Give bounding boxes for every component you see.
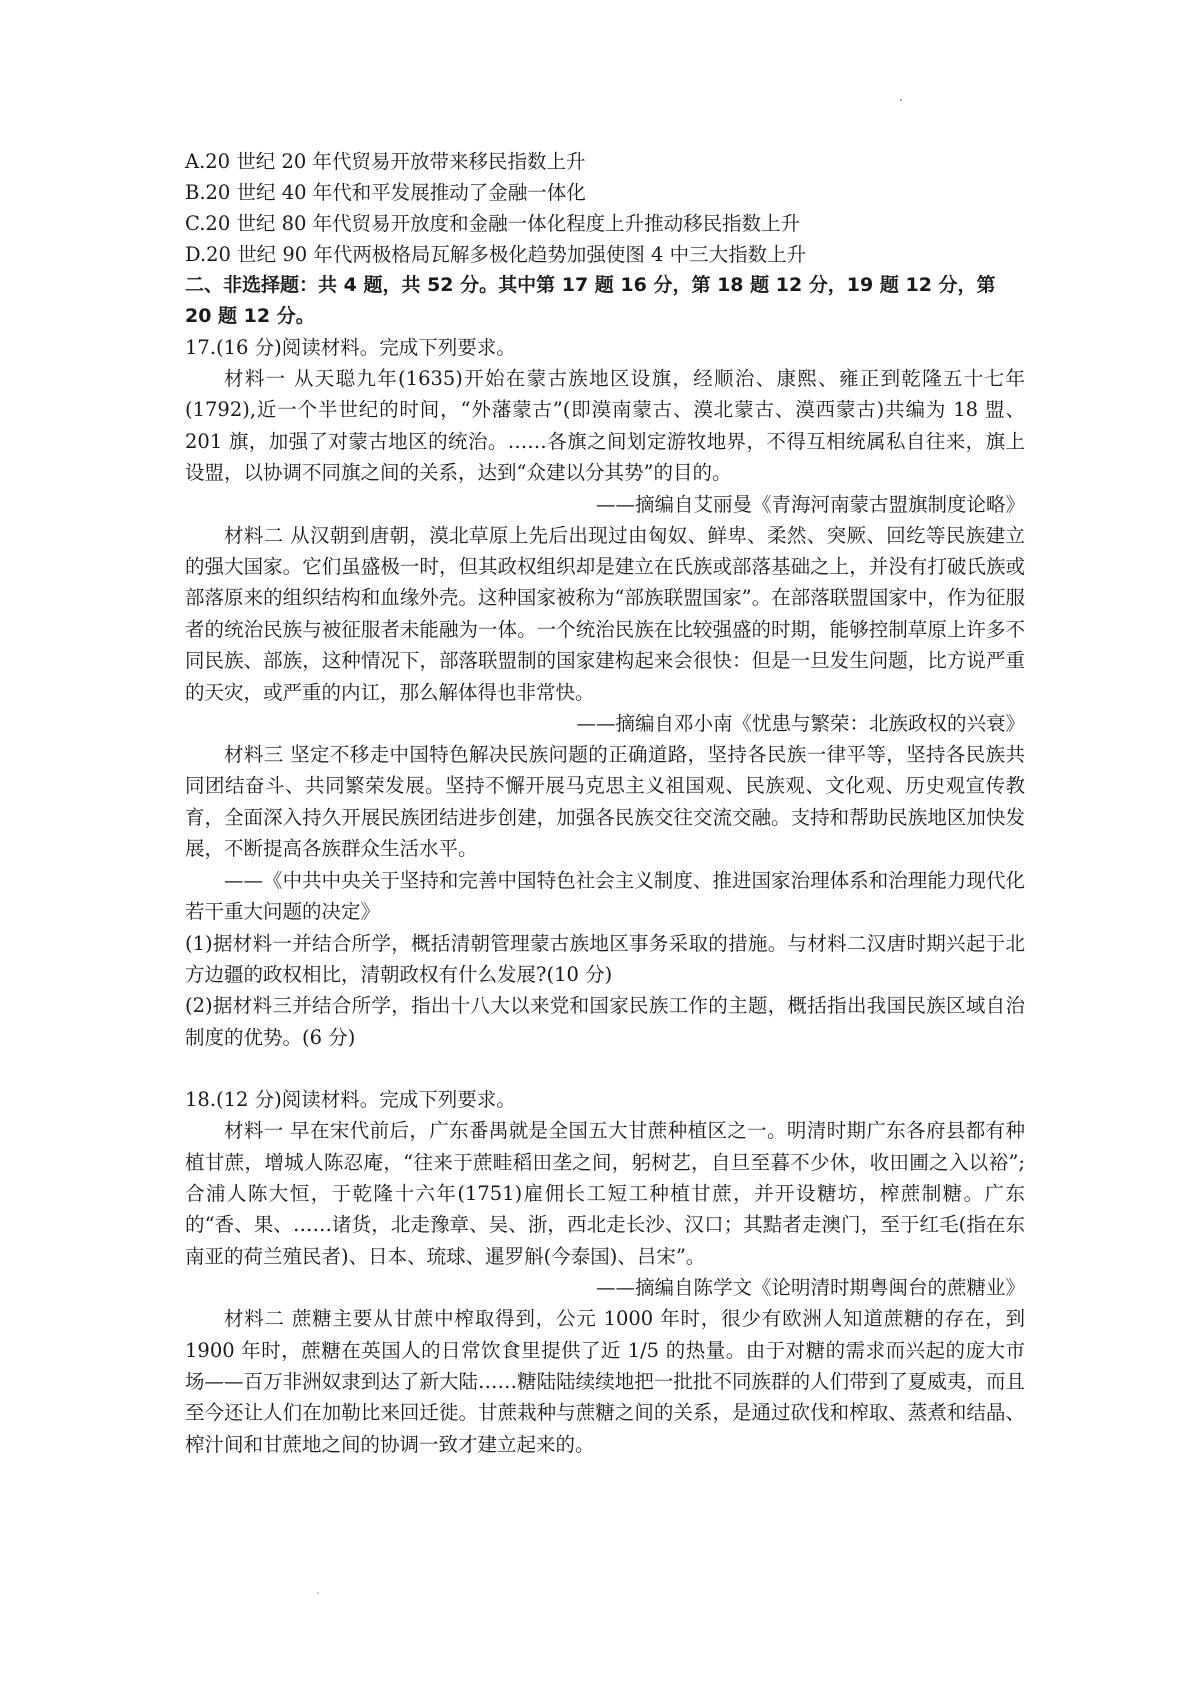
q17-source1: ——摘编自艾丽曼《青海河南蒙古盟旗制度论略》 xyxy=(595,492,1025,516)
option-c: C.20 世纪 80 年代贸易开放度和金融一体化程度上升推动移民指数上升 xyxy=(185,212,801,235)
q17-stem: 17.(16 分)阅读材料。完成下列要求。 xyxy=(185,336,516,359)
exam-page xyxy=(185,146,1025,1460)
q18-material2: 材料二 蔗糖主要从甘蔗中榨取得到，公元 1000 年时，很少有欧洲人知道蔗糖的存在，到 1900 年时，蔗糖在英国人的日常饮食里提供了近 1/5 的热量。由于对糖的需求而兴起的庞大市场——百万非洲奴隶到达了新大陆……糖陆陆续续地把一批批不同族群的人们带到了夏威夷，而且至今还让人们在加勒比来回迁徙。甘蔗栽种与蔗糖之间的关系，是通过砍伐和榨取、蒸煮和结晶、榨汁间和甘蔗地之间的协调一致才建立起来的。 xyxy=(185,1307,1025,1456)
option-a: A.20 世纪 20 年代贸易开放带来移民指数上升 xyxy=(185,150,586,173)
q18-stem: 18.(12 分)阅读材料。完成下列要求。 xyxy=(185,1088,516,1112)
q17-material1: 材料一 从天聪九年(1635)开始在蒙古族地区设旗，经顺治、康熙、雍正到乾隆五十七年(1792),近一个半世纪的时间，“外藩蒙古”(即漠南蒙古、漠北蒙古、漠西蒙古)共编为 18 盟、201 旗，加强了对蒙古地区的统治。……各旗之间划定游牧地界，不得互相统属私自往来，旗上设盟，以协调不同旗之间的关系，达到“众建以分其势”的目的。 xyxy=(185,367,1025,485)
q18-source1: ——摘编自陈学文《论明清时期粤闽台的蔗糖业》 xyxy=(595,1276,1025,1300)
scan-speck xyxy=(317,1592,319,1594)
q18-material1: 材料一 早在宋代前后，广东番禺就是全国五大甘蔗种植区之一。明清时期广东各府县都有种植甘蔗，增城人陈忍庵，“往来于蔗畦稻田垄之间，躬树艺，自旦至暮不少休，收田圃之入以裕”;合浦人陈大恒，于乾隆十六年(1751)雇佣长工短工种植甘蔗，并开设糖坊，榨蔗制糖。广东的“香、果、……诸货，北走豫章、吴、浙，西北走长沙、汉口；其黠者走澳门，至于红毛(指在东南亚的荷兰殖民者)、日本、琉球、暹罗斛(今泰国)、吕宋”。 xyxy=(185,1119,1025,1268)
q17-sub2: (2)据材料三并结合所学，指出十八大以来党和国家民族工作的主题，概括指出我国民族区域自治制度的优势。(6 分) xyxy=(185,994,1025,1049)
q17-sub1: (1)据材料一并结合所学，概括清朝管理蒙古族地区事务采取的措施。与材料二汉唐时期兴起于北方边疆的政权相比，清朝政权有什么发展?(10 分) xyxy=(185,931,1025,986)
spacer xyxy=(185,1053,1025,1084)
section-heading: 二、非选择题：共 4 题，共 52 分。其中第 17 题 16 分，第 18 题 12 分，19 题 12 分，第 20 题 12 分。 xyxy=(185,274,996,327)
option-b: B.20 世纪 40 年代和平发展推动了金融一体化 xyxy=(185,181,586,204)
option-d: D.20 世纪 90 年代两极格局瓦解多极化趋势加强使图 4 中三大指数上升 xyxy=(185,243,807,266)
scan-speck xyxy=(900,99,902,101)
q17-material2: 材料二 从汉朝到唐朝，漠北草原上先后出现过由匈奴、鲜卑、柔然、突厥、回纥等民族建立的强大国家。它们虽盛极一时，但其政权组织却是建立在氏族或部落基础之上，并没有打破氏族或部落原来的组织结构和血缘外壳。这种国家被称为“部族联盟国家”。在部落联盟国家中，作为征服者的统治民族与被征服者未能融为一体。一个统治民族在比较强盛的时期，能够控制草原上许多不同民族、部族，这种情况下，部落联盟制的国家建构起来会很快：但是一旦发生问题，比方说严重的天灾，或严重的内讧，那么解体得也非常快。 xyxy=(185,523,1025,704)
q17-source2: ——摘编自邓小南《忧患与繁荣：北族政权的兴衰》 xyxy=(576,712,1025,736)
q17-material3: 材料三 坚定不移走中国特色解决民族问题的正确道路，坚持各民族一律平等，坚持各民族共同团结奋斗、共同繁荣发展。坚持不懈开展马克思主义祖国观、民族观、文化观、历史观宣传教育，全面深入持久开展民族团结进步创建，加强各民族交往交流交融。支持和帮助民族地区加快发展，不断提高各族群众生活水平。 xyxy=(185,743,1025,861)
q17-source3: ——《中共中央关于坚持和完善中国特色社会主义制度、推进国家治理体系和治理能力现代化若干重大问题的决定》 xyxy=(185,868,1025,924)
